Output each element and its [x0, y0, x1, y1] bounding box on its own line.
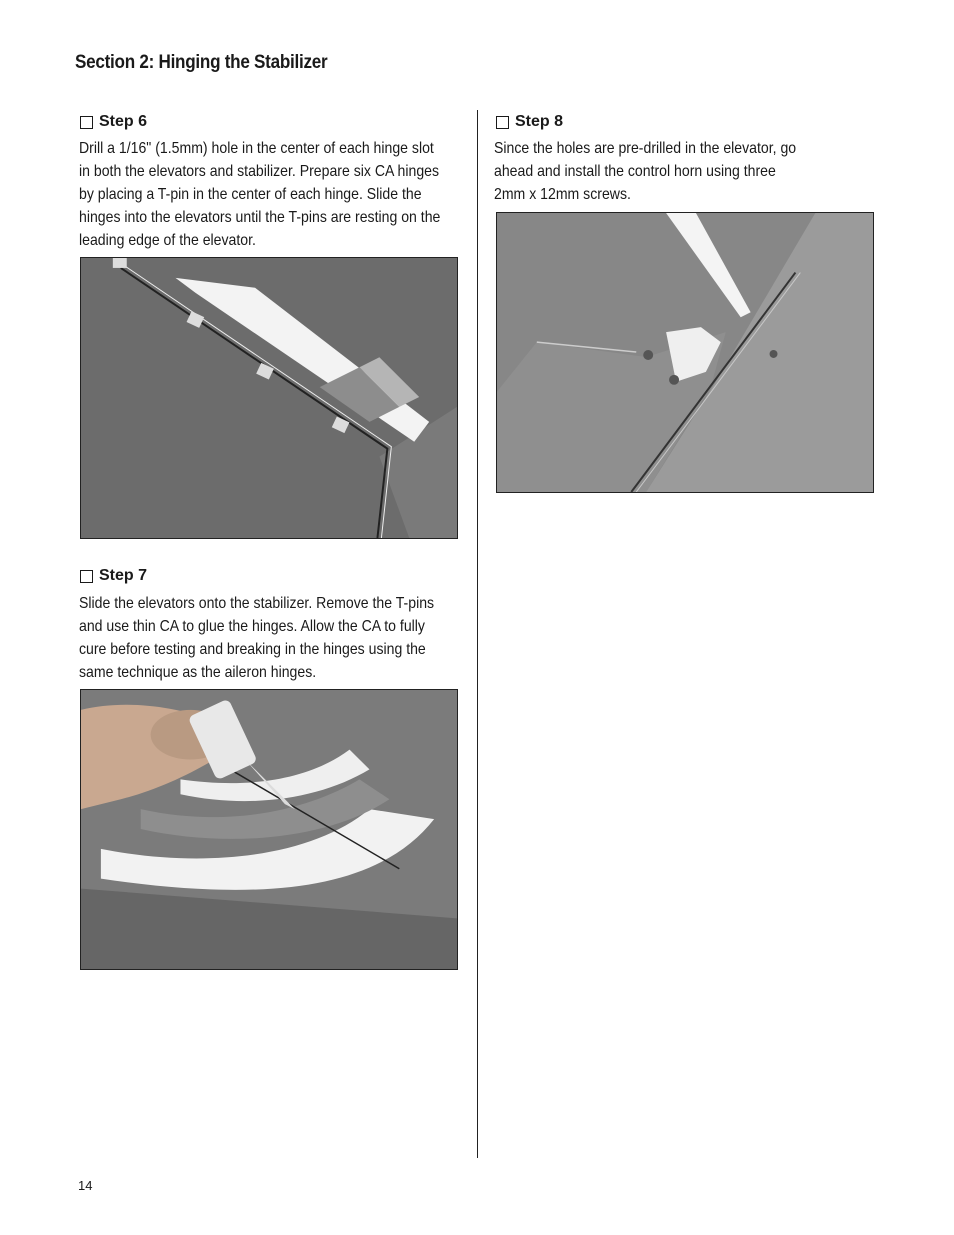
step-8-heading: [496, 113, 563, 131]
step-6-checkbox[interactable]: [80, 116, 93, 129]
step-7-checkbox[interactable]: [80, 570, 93, 583]
step-8-title: Step 8: [515, 113, 564, 130]
step-7-title: Step 7: [99, 567, 148, 584]
step-6-heading: [80, 113, 147, 131]
step-7-photo: [80, 689, 458, 970]
section-title: Section 2: Hinging the Stabilizer: [75, 52, 328, 73]
step-7-heading: [80, 567, 147, 585]
step-7-text: Slide the elevators onto the stabilizer. Remove the T-pins and use thin CA to glue the hinges. Allow the CA to fully cure before testing and breaking in the hinges using the same technique as the aileron hinges.: [79, 595, 435, 681]
page-number: 14: [78, 1178, 93, 1193]
step-8-text: Since the holes are pre-drilled in the elevator, go ahead and install the control horn using three 2mm x 12mm screws.: [494, 140, 797, 203]
step-8-photo: [496, 212, 874, 493]
column-divider: [477, 110, 478, 1158]
step-6-text: Drill a 1/16" (1.5mm) hole in the center of each hinge slot in both the elevators and stabilizer. Prepare six CA hinges by placing a T-pin in the center of each hinge. Slide the hinges into the elevators until the T-pins are resting on the leading edge of the elevator.: [79, 140, 441, 249]
step-6-title: Step 6: [99, 113, 148, 130]
step-6-photo: [80, 257, 458, 539]
step-8-checkbox[interactable]: [496, 116, 509, 129]
